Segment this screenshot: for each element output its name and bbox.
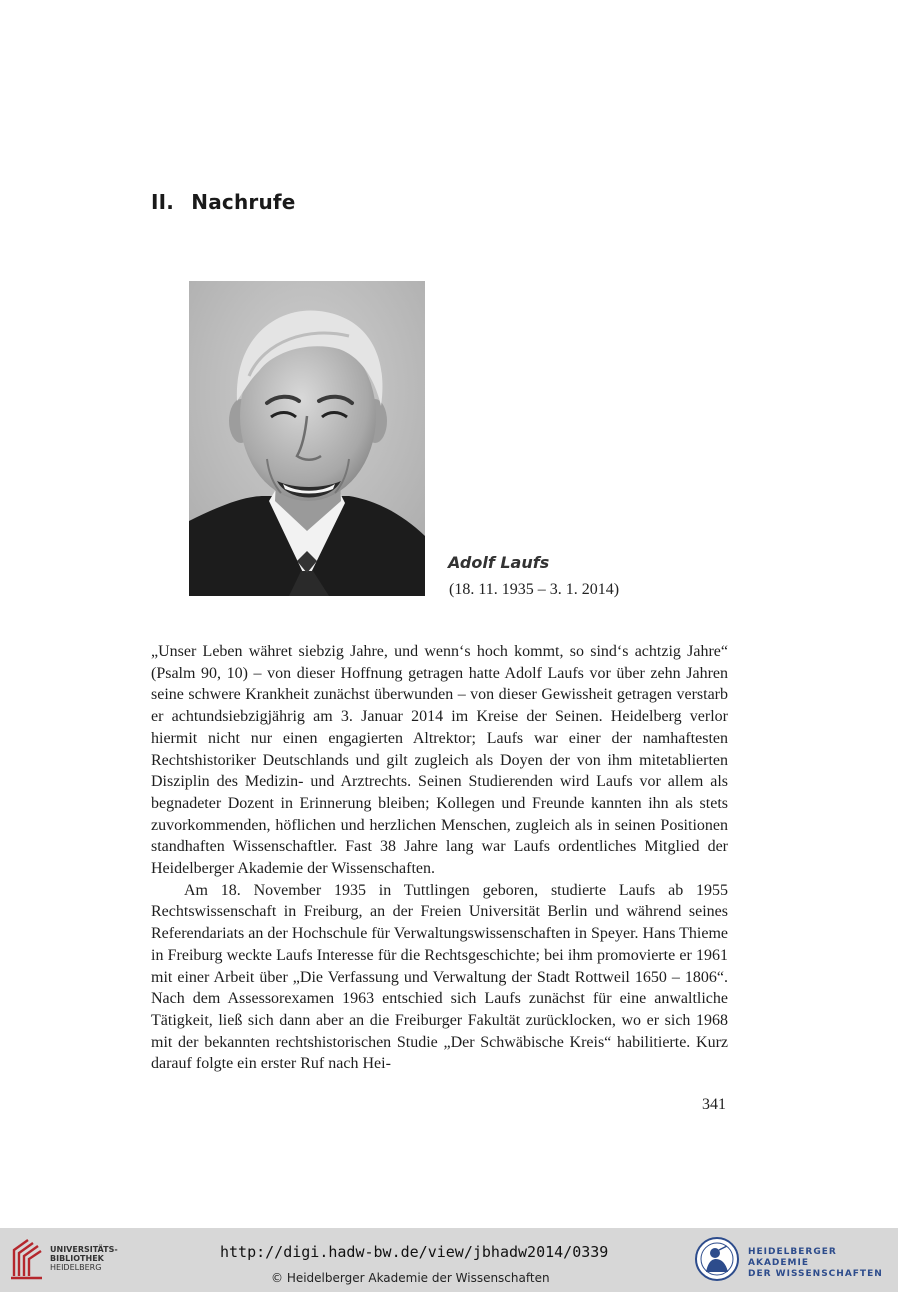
section-title: Nachrufe <box>191 190 296 214</box>
document-url-link[interactable]: http://digi.hadw-bw.de/view/jbhadw2014/0339 <box>220 1243 609 1261</box>
library-line-3: HEIDELBERG <box>50 1263 102 1272</box>
caption-dates: (18. 11. 1935 – 3. 1. 2014) <box>449 581 620 598</box>
academy-line-1: HEIDELBERGER AKADEMIE <box>748 1247 837 1268</box>
caption-name: Adolf Laufs <box>448 553 550 572</box>
obituary-text <box>151 641 728 1075</box>
library-line-2: BIBLIOTHEK <box>50 1254 104 1263</box>
library-line-1: UNIVERSITÄTS- <box>50 1245 118 1254</box>
academy-seal-icon[interactable] <box>694 1236 740 1282</box>
portrait-illustration <box>189 281 425 596</box>
academy-line-2: DER WISSENSCHAFTEN <box>748 1269 883 1279</box>
university-library-logo-icon[interactable] <box>8 1236 44 1282</box>
section-heading <box>151 190 296 214</box>
page-number: 341 <box>702 1096 726 1113</box>
university-library-name <box>50 1245 118 1272</box>
footer-bar <box>0 1228 898 1292</box>
copyright-notice: © Heidelberger Akademie der Wissenschaften <box>271 1271 550 1285</box>
paragraph-1: „Unser Leben währet siebzig Jahre, und wenn‘s hoch kommt, so sind‘s achtzig Jahre“ (Psalm 90, 10) – von dieser Hoffnung getragen hatte Adolf Laufs vor über zehn Jahren seine schwere Krankheit zunächst überwunden – von dieser Gewissheit getragen verstarb er achtundsiebzigjährig am 3. Januar 2014 im Kreise der Seinen. Heidelberg verlor hiermit nicht nur einen engagierten Altrektor; Laufs war einer der namhaftesten Rechtshistoriker Deutschlands und gilt zugleich als Doyen der von ihm mitetablierten Disziplin des Medizin- und Arztrechts. Seinen Studierenden wird Laufs vor allem als begnadeter Dozent in Erinnerung bleiben; Kollegen und Freunde kannten ihn als stets zuvorkommenden, höflichen und herzlichen Menschen, zugleich als in seinen Positionen standhaften Wissenschaftler. Fast 38 Jahre lang war Laufs ordentliches Mitglied der Heidelberger Akademie der Wissenschaften. <box>151 643 728 878</box>
paragraph-2: Am 18. November 1935 in Tuttlingen geboren, studierte Laufs ab 1955 Rechtswissenschaft in Freiburg, an der Freien Universität Berlin und während seines Referendariats an der Hochschule für Verwaltungswissenschaften in Speyer. Hans Thieme in Freiburg weckte Laufs Interesse für die Rechtsgeschichte; bei ihm promovierte er 1961 mit einer Arbeit über „Die Verfassung und Verwaltung der Stadt Rottweil 1650 – 1806“. Nach dem Assessorexamen 1963 entschied sich Laufs zunächst für eine anwaltliche Tätigkeit, ließ sich dann aber an die Freiburger Fakultät zurücklocken, wo er sich 1968 mit der bekannten rechtshistorischen Studie „Der Schwäbische Kreis“ habilitierte. Kurz darauf folgte ein erster Ruf nach Hei- <box>151 881 729 1073</box>
academy-name <box>748 1247 898 1280</box>
portrait-photo <box>189 281 425 596</box>
section-number: II. <box>151 190 175 214</box>
